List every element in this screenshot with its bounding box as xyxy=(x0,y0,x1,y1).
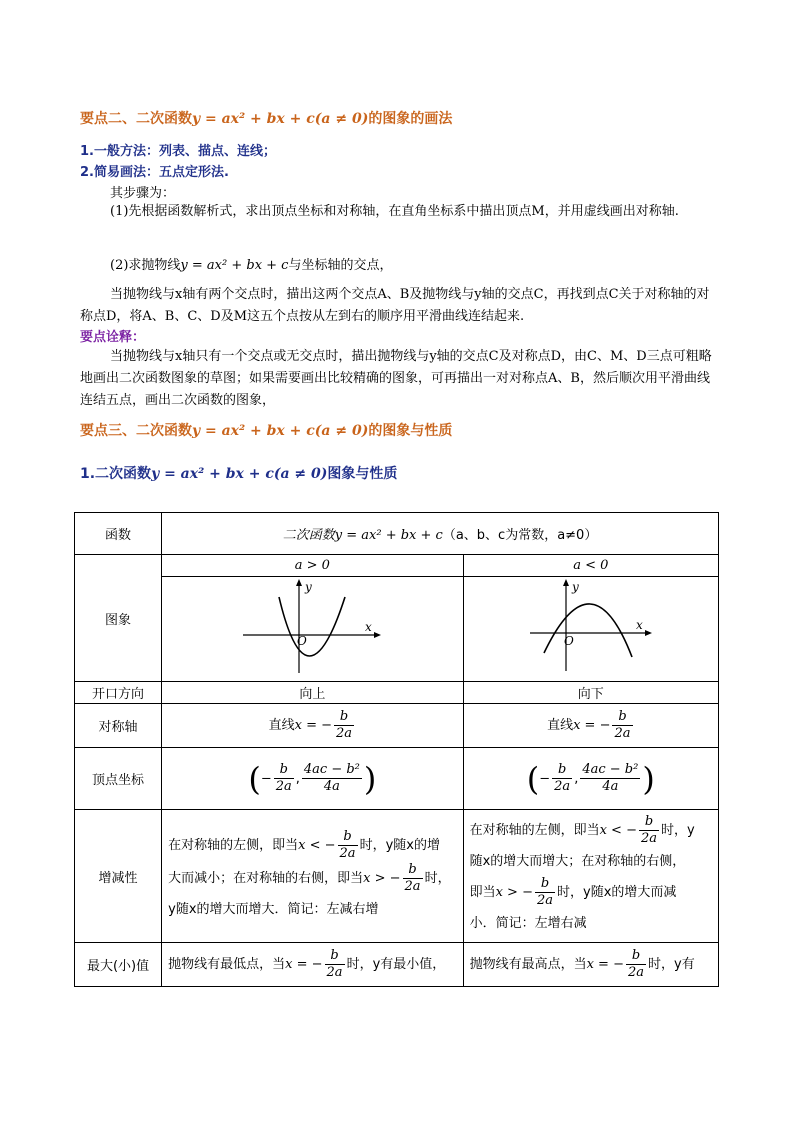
x-axis-arrow xyxy=(374,632,381,638)
axis-expr: x = − xyxy=(294,718,333,733)
fraction xyxy=(552,762,572,795)
fraction xyxy=(302,762,362,795)
origin-label: O xyxy=(297,634,308,648)
section2-title xyxy=(80,108,452,128)
fraction xyxy=(403,862,423,895)
axis-expr: x = − xyxy=(573,718,611,733)
text: 即当 xyxy=(469,885,496,900)
y-axis-label: y xyxy=(305,580,313,594)
row-vertex xyxy=(75,748,719,810)
denominator: 2a xyxy=(339,845,356,861)
section2-title-prefix: 要点二、二次函数 xyxy=(80,111,192,127)
opening-pos: 向上 xyxy=(162,682,463,704)
paren-left: ( xyxy=(526,759,540,798)
expr: x = − xyxy=(586,957,624,972)
denominator: 2a xyxy=(336,726,353,741)
numerator: b xyxy=(403,862,423,879)
fraction xyxy=(338,829,358,862)
cell-graph-pos xyxy=(162,577,463,682)
step2-formula: y = ax² + bx + c xyxy=(180,258,289,273)
paren-left: ( xyxy=(248,759,261,798)
axis-prefix: 直线 xyxy=(547,718,574,733)
expr: x < − xyxy=(298,837,336,853)
step2-line xyxy=(110,254,392,273)
y-axis-arrow xyxy=(296,579,302,586)
numerator: b xyxy=(274,762,294,779)
cond-pos: a > 0 xyxy=(162,555,463,577)
section3-title-suffix: 的图象与性质 xyxy=(368,423,453,439)
row-extreme xyxy=(75,943,719,987)
denominator: 4a xyxy=(602,779,619,794)
text: 抛物线有最低点，当 xyxy=(168,957,286,972)
text: y随x的增大而增大．简记：左减右增 xyxy=(168,901,379,917)
function-note: （a、b、c为常数，a≠0） xyxy=(442,528,598,543)
fraction xyxy=(334,709,354,742)
extreme-neg xyxy=(463,943,718,987)
fraction xyxy=(612,709,632,742)
step2-detail: 当抛物线与x轴有两个交点时，描出这两个交点A、B及抛物线与y轴的交点C，再找到点C关于对称轴的对称点D，将A、B、C、D及M这五个点按从左到右的顺序用平滑曲线连结起来. xyxy=(80,287,710,324)
text: 抛物线有最高点，当 xyxy=(469,957,587,972)
section3-sub-suffix: 图象与性质 xyxy=(327,466,398,482)
axis-pos xyxy=(162,704,463,748)
x-axis-label: x xyxy=(365,620,373,634)
text: 大而减小；在对称轴的右侧，即当 xyxy=(168,870,364,886)
row-opening xyxy=(75,682,719,704)
text: 时，y有 xyxy=(648,957,695,972)
expr: x < − xyxy=(599,823,637,838)
denominator: 2a xyxy=(554,779,571,794)
denominator: 2a xyxy=(627,965,645,980)
y-axis-label: y xyxy=(571,580,579,594)
expr: x > − xyxy=(495,885,533,900)
minus-sign: − xyxy=(539,771,551,786)
note-label: 要点诠释： xyxy=(80,330,146,345)
text: 在对称轴的左侧，即当 xyxy=(469,823,600,838)
text: 时，y有最小值， xyxy=(346,957,446,972)
section2-title-formula: y = ax² + bx + c(a ≠ 0) xyxy=(192,111,369,127)
expr: x = − xyxy=(285,957,323,972)
numerator: b xyxy=(612,709,632,726)
properties-table xyxy=(74,512,719,987)
denominator: 2a xyxy=(404,878,421,894)
numerator: 4ac − b² xyxy=(303,762,360,777)
axis-neg xyxy=(463,704,718,748)
fraction xyxy=(639,814,659,847)
header-function: 函数 xyxy=(75,513,162,555)
row-monotonicity xyxy=(75,810,719,943)
text: 小．简记：左增右减 xyxy=(469,916,587,931)
denominator: 2a xyxy=(275,779,292,794)
row-condition xyxy=(75,555,719,577)
section3-sub-formula: y = ax² + bx + c(a ≠ 0) xyxy=(151,466,328,482)
vertex-pos: (− $\frac{b}{2a}$ , $\frac{\text{4ac − b²}}{4a}$ ) xyxy=(162,748,463,810)
header-opening: 开口方向 xyxy=(75,682,162,704)
numerator: b xyxy=(626,948,646,965)
note-text: 当抛物线与x轴只有一个交点或无交点时，描出抛物线与y轴的交点C及对称点D，由C、M、D三点可粗略地画出二次函数图象的草图；如果需要画出比较精确的图象，可再描出一对对称点A、B，然后顺次用平滑曲线连结五点，画出二次函数的图象， xyxy=(80,349,712,408)
cell-function xyxy=(162,513,719,555)
row-graph xyxy=(75,577,719,682)
paren-right: ) xyxy=(363,759,377,798)
y-axis-arrow xyxy=(563,579,569,586)
header-graph: 图象 xyxy=(75,555,162,682)
section3-title xyxy=(80,420,452,440)
step2-prefix: (2)求抛物线 xyxy=(110,258,181,273)
numerator: b xyxy=(334,709,354,726)
x-axis-label: x xyxy=(635,618,643,632)
header-axis: 对称轴 xyxy=(75,704,162,748)
fraction xyxy=(325,948,345,981)
x-axis-arrow xyxy=(645,630,652,636)
section3-title-prefix: 要点三、二次函数 xyxy=(80,423,192,439)
denominator: 2a xyxy=(536,893,554,908)
step2-suffix: 与坐标轴的交点， xyxy=(288,258,393,273)
header-extreme: 最大(小)值 xyxy=(75,943,162,987)
function-formula: 二次函数y = ax² + bx + c xyxy=(282,528,443,543)
numerator: b xyxy=(535,876,555,893)
denominator: 2a xyxy=(614,726,631,741)
graph-downward-parabola xyxy=(526,577,656,677)
minus-sign: − xyxy=(260,771,272,786)
denominator: 4a xyxy=(323,779,340,794)
text: 随x的增大而增大；在对称轴的右侧， xyxy=(469,854,686,869)
text: 时，y随x的增大而减 xyxy=(557,885,677,900)
fraction xyxy=(535,876,555,909)
parabola-up-curve xyxy=(279,597,345,656)
monotonicity-pos xyxy=(162,810,463,943)
header-monotonicity: 增减性 xyxy=(75,810,162,943)
method2: 2.简易画法：五点定形法. xyxy=(80,165,229,180)
section3-subtitle xyxy=(80,463,397,483)
step1: (1)先根据函数解析式，求出顶点坐标和对称轴，在直角坐标系中描出顶点M，并用虚线画出对称轴. xyxy=(110,204,679,219)
graph-upward-parabola xyxy=(237,577,387,677)
extreme-pos xyxy=(162,943,463,987)
header-vertex: 顶点坐标 xyxy=(75,748,162,810)
steps-intro: 其步骤为： xyxy=(110,186,176,201)
fraction xyxy=(626,948,646,981)
paren-right: ) xyxy=(642,759,655,798)
opening-neg: 向下 xyxy=(463,682,718,704)
denominator: 2a xyxy=(640,831,658,846)
text: 在对称轴的左侧，即当 xyxy=(168,837,299,853)
text: 时，y xyxy=(661,823,695,838)
numerator: b xyxy=(639,814,659,831)
denominator: 2a xyxy=(326,965,343,980)
numerator: b xyxy=(552,762,572,779)
origin-label: O xyxy=(563,634,574,648)
text: 时， xyxy=(424,870,451,886)
numerator: b xyxy=(338,829,358,846)
expr: x > − xyxy=(363,870,401,886)
cond-neg: a < 0 xyxy=(463,555,718,577)
section3-title-formula: y = ax² + bx + c(a ≠ 0) xyxy=(192,423,369,439)
fraction xyxy=(274,762,294,795)
section2-title-suffix: 的图象的画法 xyxy=(368,111,453,127)
monotonicity-neg xyxy=(463,810,718,943)
numerator: b xyxy=(325,948,345,965)
vertex-neg: (− $\frac{b}{2a}$ , $\frac{\text{4ac − b²}}{4a}$ ) xyxy=(463,748,718,810)
section3-sub-prefix: 1.二次函数 xyxy=(80,466,152,482)
row-axis xyxy=(75,704,719,748)
numerator: 4ac − b² xyxy=(582,762,639,777)
text: 时，y随x的增 xyxy=(359,837,440,853)
cell-graph-neg xyxy=(463,577,718,682)
parabola-down-curve xyxy=(544,604,632,657)
method1: 1.一般方法：列表、描点、连线； xyxy=(80,144,276,159)
axis-prefix: 直线 xyxy=(268,718,295,733)
row-function xyxy=(75,513,719,555)
fraction xyxy=(580,762,640,795)
